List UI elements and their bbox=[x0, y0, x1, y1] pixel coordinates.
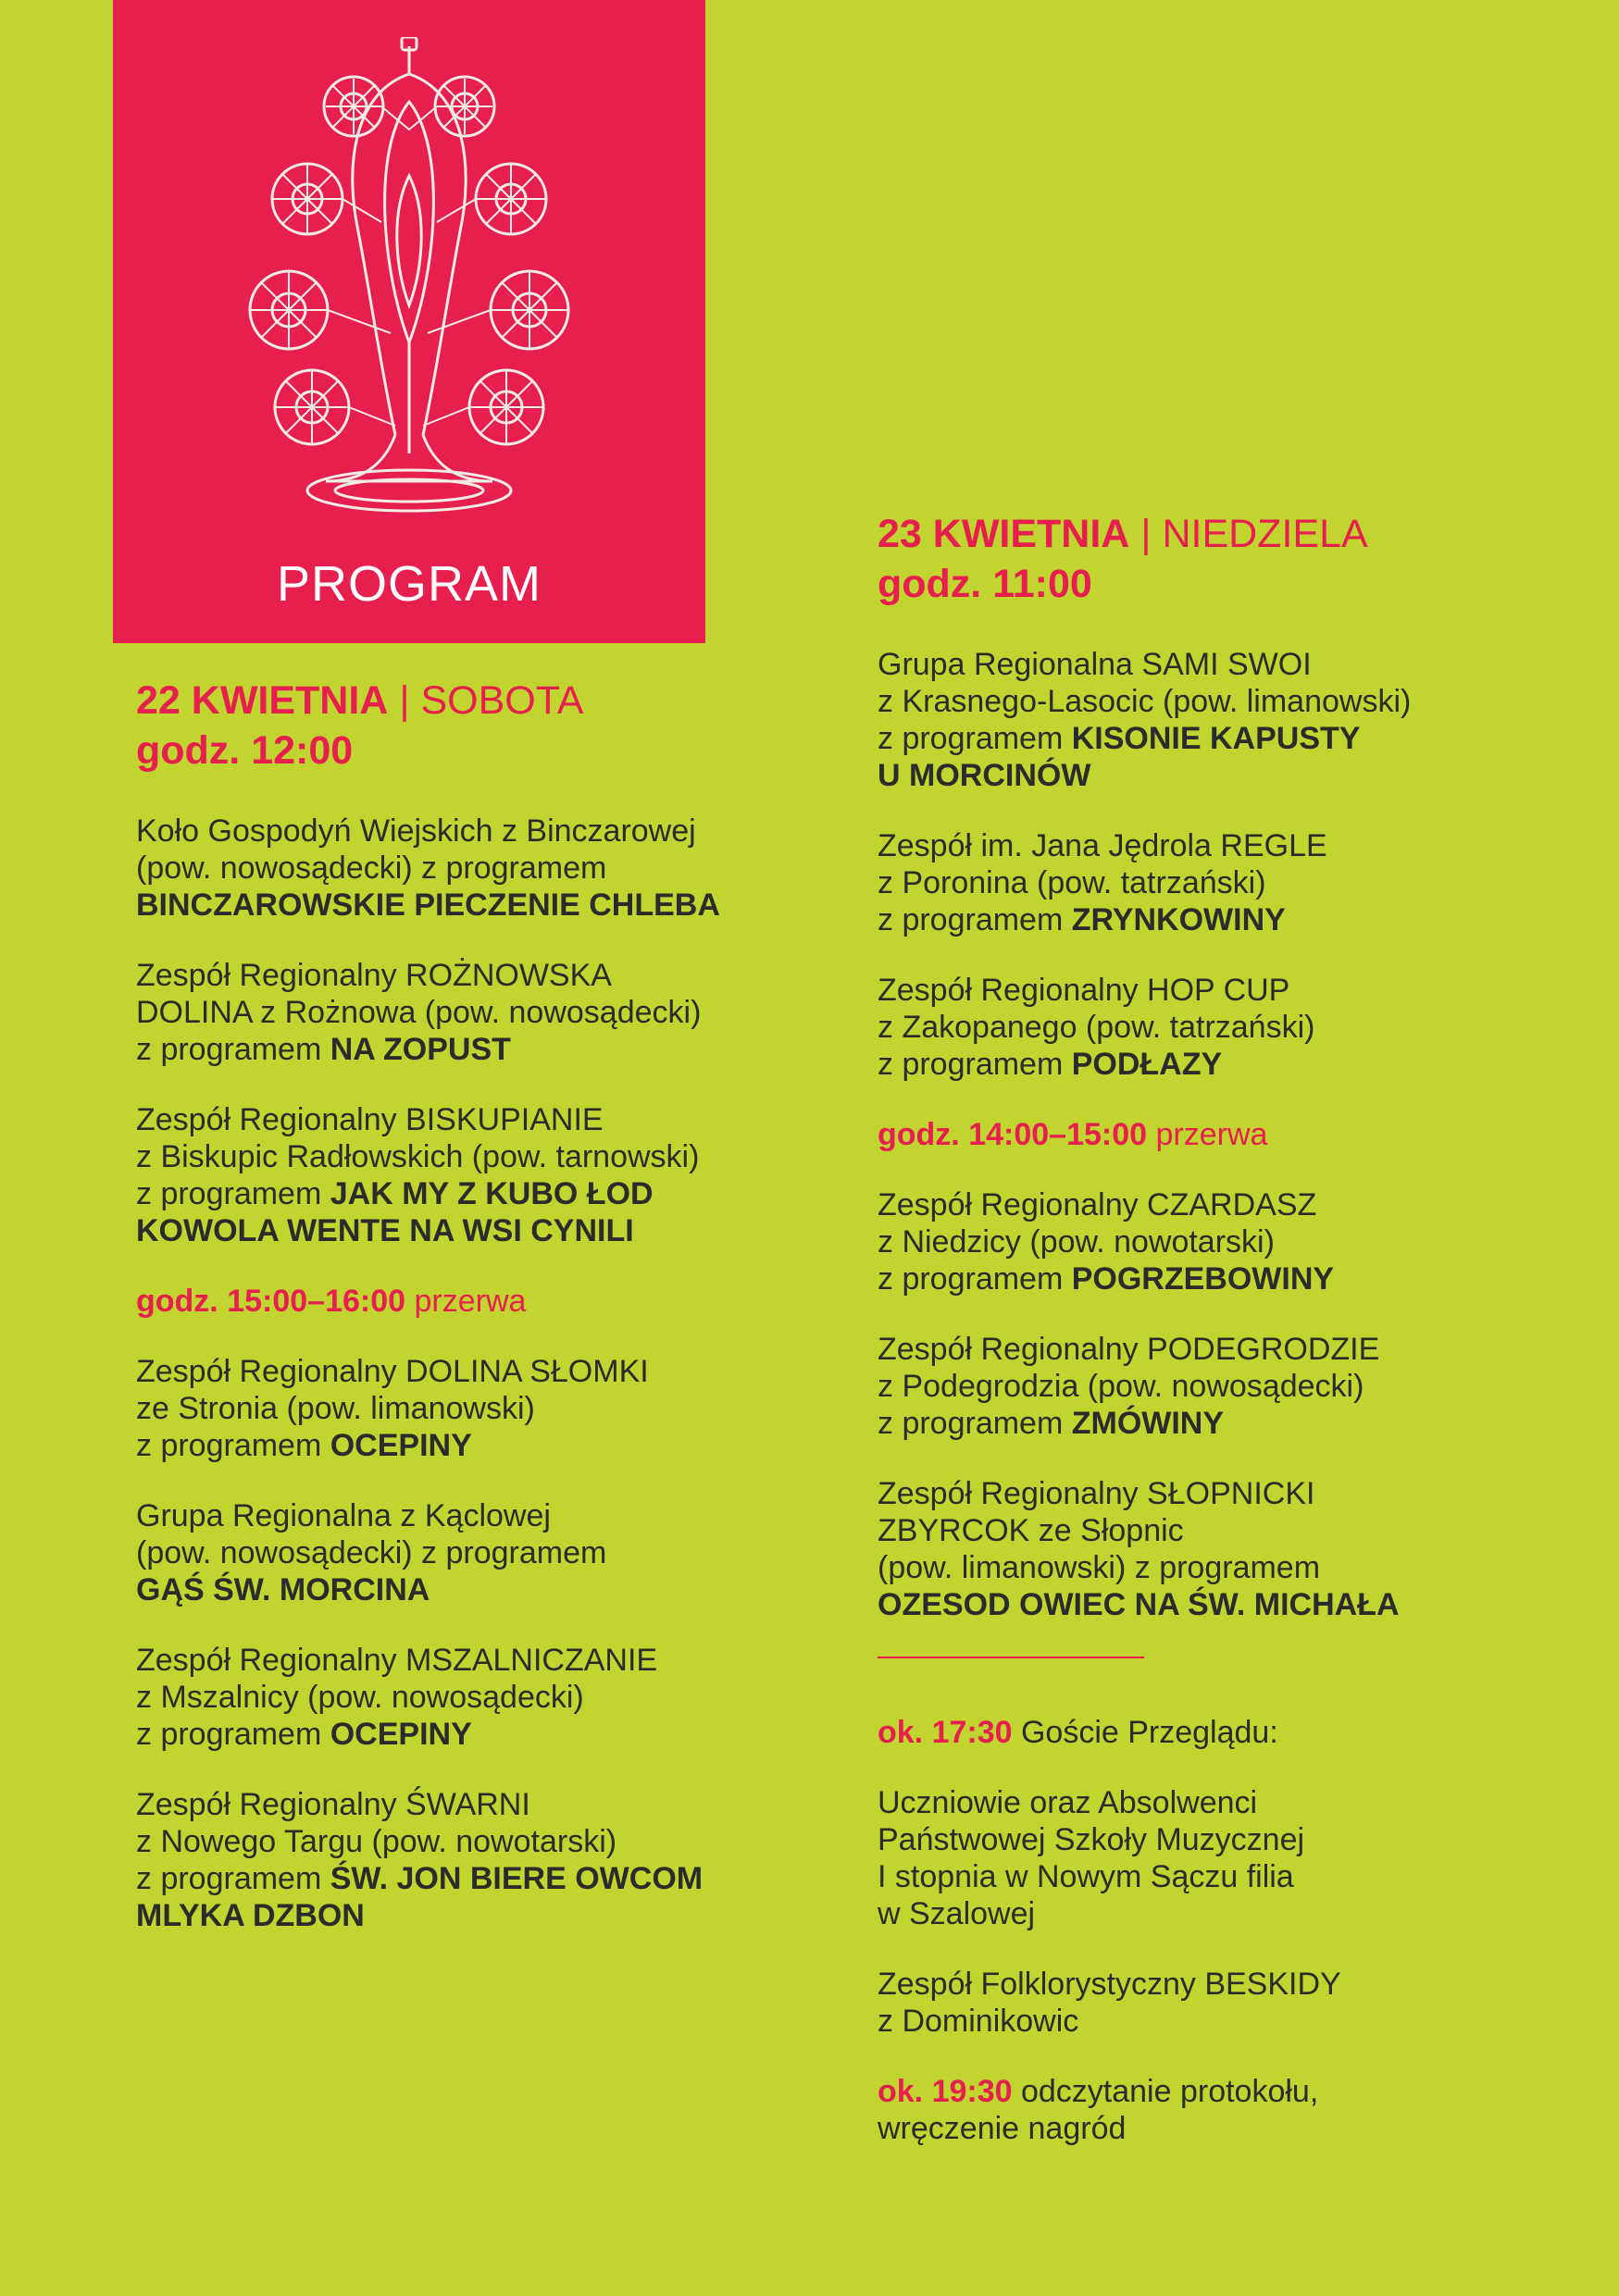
spacer bbox=[878, 609, 1581, 646]
entry-line: Zespół im. Jana Jędrola REGLE bbox=[878, 828, 1327, 863]
entry-line: z Biskupic Radłowskich (pow. tarnowski) bbox=[136, 1139, 700, 1174]
lace-tree-icon bbox=[243, 37, 576, 527]
program-entry bbox=[878, 827, 1581, 938]
entry-title: NA ZOPUST bbox=[330, 1032, 511, 1067]
program-title: PROGRAM bbox=[276, 556, 542, 612]
day2-column bbox=[878, 509, 1581, 2147]
entry-title: MLYKA DZBON bbox=[136, 1898, 365, 1933]
entry-line: Koło Gospodyń Wiejskich z Binczarowej bbox=[136, 813, 696, 849]
break-line-label: przerwa bbox=[405, 1284, 527, 1319]
entry-line: z Niedzicy (pow. nowotarski) bbox=[878, 1224, 1275, 1260]
program-entry bbox=[136, 813, 784, 924]
closing-time: ok. 19:30 bbox=[878, 2074, 1013, 2109]
entry-prefix: z programem bbox=[136, 1861, 330, 1896]
entry-line: Zespół Regionalny BISKUPIANIE bbox=[136, 1102, 604, 1137]
spacer bbox=[136, 1068, 784, 1101]
guests-line bbox=[878, 1714, 1581, 1751]
entry-line bbox=[878, 720, 1581, 757]
spacer bbox=[136, 776, 784, 813]
spacer bbox=[878, 1623, 1581, 1657]
entry-line bbox=[136, 1427, 784, 1464]
spacer bbox=[136, 924, 784, 957]
entry-line: w Szalowej bbox=[878, 1896, 1036, 1931]
program-entry bbox=[878, 972, 1581, 1083]
spacer bbox=[136, 1934, 784, 1967]
entry-title: ZRYNKOWINY bbox=[1071, 902, 1286, 937]
spacer bbox=[878, 1083, 1581, 1116]
entry-prefix: z programem bbox=[136, 1428, 330, 1463]
entry-title: OZESOD OWIEC NA ŚW. MICHAŁA bbox=[878, 1587, 1400, 1622]
day-heading bbox=[136, 676, 784, 726]
entry-title: KISONIE KAPUSTY bbox=[1071, 721, 1361, 756]
entry-line: (pow. nowosądecki) z programem bbox=[136, 850, 607, 886]
guest-entry bbox=[878, 1784, 1581, 1932]
entry-line bbox=[878, 2073, 1581, 2110]
day1-column bbox=[136, 676, 784, 1967]
program-entry bbox=[878, 1186, 1581, 1297]
entry-title: PODŁAZY bbox=[1071, 1047, 1223, 1082]
entry-line: z Poronina (pow. tatrzański) bbox=[878, 865, 1266, 900]
break-line-label: przerwa bbox=[1147, 1117, 1268, 1152]
guests-time: ok. 17:30 bbox=[878, 1715, 1013, 1750]
entry-prefix: z programem bbox=[136, 1176, 330, 1211]
break-line bbox=[878, 1116, 1581, 1153]
program-entry bbox=[136, 1497, 784, 1608]
day-sep: | bbox=[388, 678, 421, 723]
entry-prefix: z programem bbox=[878, 721, 1072, 756]
program-entry bbox=[136, 957, 784, 1068]
closing-label: odczytanie protokołu, bbox=[1012, 2074, 1319, 2109]
day-time bbox=[878, 559, 1581, 609]
entry-line: z Podegrodzia (pow. nowosądecki) bbox=[878, 1369, 1364, 1404]
entry-title: ŚW. JON BIERE OWCOM bbox=[330, 1861, 704, 1896]
day-date: 22 KWIETNIA bbox=[136, 678, 389, 723]
spacer bbox=[878, 1658, 1581, 1714]
entry-line: Państwowej Szkoły Muzycznej bbox=[878, 1822, 1305, 1857]
day-weekday: SOBOTA bbox=[420, 678, 584, 723]
entry-line: Uczniowie oraz Absolwenci bbox=[878, 1785, 1258, 1820]
entry-title: U MORCINÓW bbox=[878, 758, 1091, 793]
entry-title: JAK MY Z KUBO ŁOD bbox=[330, 1176, 654, 1211]
spacer bbox=[136, 1753, 784, 1786]
day-time-value: godz. 12:00 bbox=[136, 728, 354, 773]
entry-line: z Zakopanego (pow. tatrzański) bbox=[878, 1010, 1315, 1045]
spacer bbox=[878, 938, 1581, 972]
entry-line: I stopnia w Nowym Sączu filia bbox=[878, 1859, 1294, 1894]
entry-title: OCEPINY bbox=[330, 1428, 472, 1463]
entry-line: Zespół Regionalny MSZALNICZANIE bbox=[136, 1643, 658, 1678]
spacer bbox=[136, 1608, 784, 1642]
entry-line: (pow. limanowski) z programem bbox=[878, 1550, 1321, 1585]
spacer bbox=[878, 1442, 1581, 1475]
spacer bbox=[136, 1249, 784, 1283]
entry-line: Grupa Regionalna z Kąclowej bbox=[136, 1498, 551, 1533]
break-line-time: godz. 14:00–15:00 bbox=[878, 1117, 1148, 1152]
guests-label: Goście Przeglądu: bbox=[1012, 1715, 1278, 1750]
program-header-box bbox=[113, 0, 705, 643]
entry-title: GĄŚ ŚW. MORCINA bbox=[136, 1572, 430, 1607]
program-entry bbox=[878, 1331, 1581, 1442]
entry-line: (pow. nowosądecki) z programem bbox=[136, 1535, 607, 1570]
entry-title: POGRZEBOWINY bbox=[1071, 1261, 1335, 1297]
entry-line bbox=[878, 1260, 1581, 1297]
entry-title: KOWOLA WENTE NA WSI CYNILI bbox=[136, 1213, 634, 1248]
entry-line: Zespół Regionalny PODEGRODZIE bbox=[878, 1332, 1380, 1367]
day-weekday: NIEDZIELA bbox=[1162, 512, 1368, 556]
entry-line: Zespół Regionalny HOP CUP bbox=[878, 973, 1290, 1008]
entry-line bbox=[136, 1716, 784, 1753]
entry-prefix: z programem bbox=[878, 1261, 1072, 1297]
spacer bbox=[878, 1297, 1581, 1331]
spacer bbox=[136, 1320, 784, 1353]
entry-line: Zespół Folklorystyczny BESKIDY bbox=[878, 1967, 1341, 2002]
spacer bbox=[878, 2040, 1581, 2073]
spacer bbox=[878, 1932, 1581, 1966]
entry-line bbox=[878, 901, 1581, 938]
entry-prefix: z programem bbox=[878, 1406, 1072, 1441]
entry-title: BINCZAROWSKIE PIECZENIE CHLEBA bbox=[136, 887, 720, 923]
entry-line: z Nowego Targu (pow. nowotarski) bbox=[136, 1824, 617, 1859]
entry-prefix: z programem bbox=[136, 1032, 330, 1067]
entry-line bbox=[878, 1046, 1581, 1083]
entry-title: OCEPINY bbox=[330, 1717, 472, 1752]
program-entry bbox=[136, 1101, 784, 1249]
program-entry bbox=[136, 1786, 784, 1934]
entry-prefix: z programem bbox=[878, 1047, 1072, 1082]
entry-title: ZMÓWINY bbox=[1071, 1406, 1225, 1441]
closing-line2: wręczenie nagród bbox=[878, 2111, 1127, 2146]
entry-line: Zespół Regionalny DOLINA SŁOMKI bbox=[136, 1354, 649, 1389]
day-sep: | bbox=[1129, 512, 1163, 556]
day-heading bbox=[878, 509, 1581, 559]
day-time-value: godz. 11:00 bbox=[878, 562, 1092, 606]
entry-line: Zespół Regionalny ROŻNOWSKA bbox=[136, 958, 612, 993]
spacer bbox=[136, 1464, 784, 1497]
spacer bbox=[878, 794, 1581, 827]
entry-line: z Mszalnicy (pow. nowosądecki) bbox=[136, 1680, 584, 1715]
program-entry bbox=[878, 646, 1581, 794]
entry-line: z Dominikowic bbox=[878, 2004, 1079, 2039]
program-entry bbox=[878, 1475, 1581, 1623]
entry-line: Zespół Regionalny SŁOPNICKI bbox=[878, 1476, 1315, 1511]
break-line-time: godz. 15:00–16:00 bbox=[136, 1284, 406, 1319]
closing-line bbox=[878, 2073, 1581, 2147]
entry-line: ZBYRCOK ze Słopnic bbox=[878, 1513, 1184, 1548]
entry-line bbox=[136, 1031, 784, 1068]
guest-entry bbox=[878, 1966, 1581, 2040]
day-time bbox=[136, 726, 784, 776]
entry-line bbox=[878, 1405, 1581, 1442]
program-entry bbox=[136, 1642, 784, 1753]
spacer bbox=[878, 1751, 1581, 1784]
entry-line: Zespół Regionalny ŚWARNI bbox=[136, 1787, 530, 1822]
entry-line bbox=[136, 1175, 784, 1212]
break-line bbox=[136, 1283, 784, 1320]
entry-line: Zespół Regionalny CZARDASZ bbox=[878, 1187, 1317, 1222]
day-date: 23 KWIETNIA bbox=[878, 512, 1130, 556]
entry-line: DOLINA z Rożnowa (pow. nowosądecki) bbox=[136, 995, 702, 1030]
entry-line bbox=[136, 1860, 784, 1897]
program-entry bbox=[136, 1353, 784, 1464]
entry-prefix: z programem bbox=[878, 902, 1072, 937]
spacer bbox=[878, 1153, 1581, 1186]
entry-line: ze Stronia (pow. limanowski) bbox=[136, 1391, 535, 1426]
entry-line: Grupa Regionalna SAMI SWOI bbox=[878, 647, 1312, 682]
entry-line: z Krasnego-Lasocic (pow. limanowski) bbox=[878, 684, 1412, 719]
entry-prefix: z programem bbox=[136, 1717, 330, 1752]
